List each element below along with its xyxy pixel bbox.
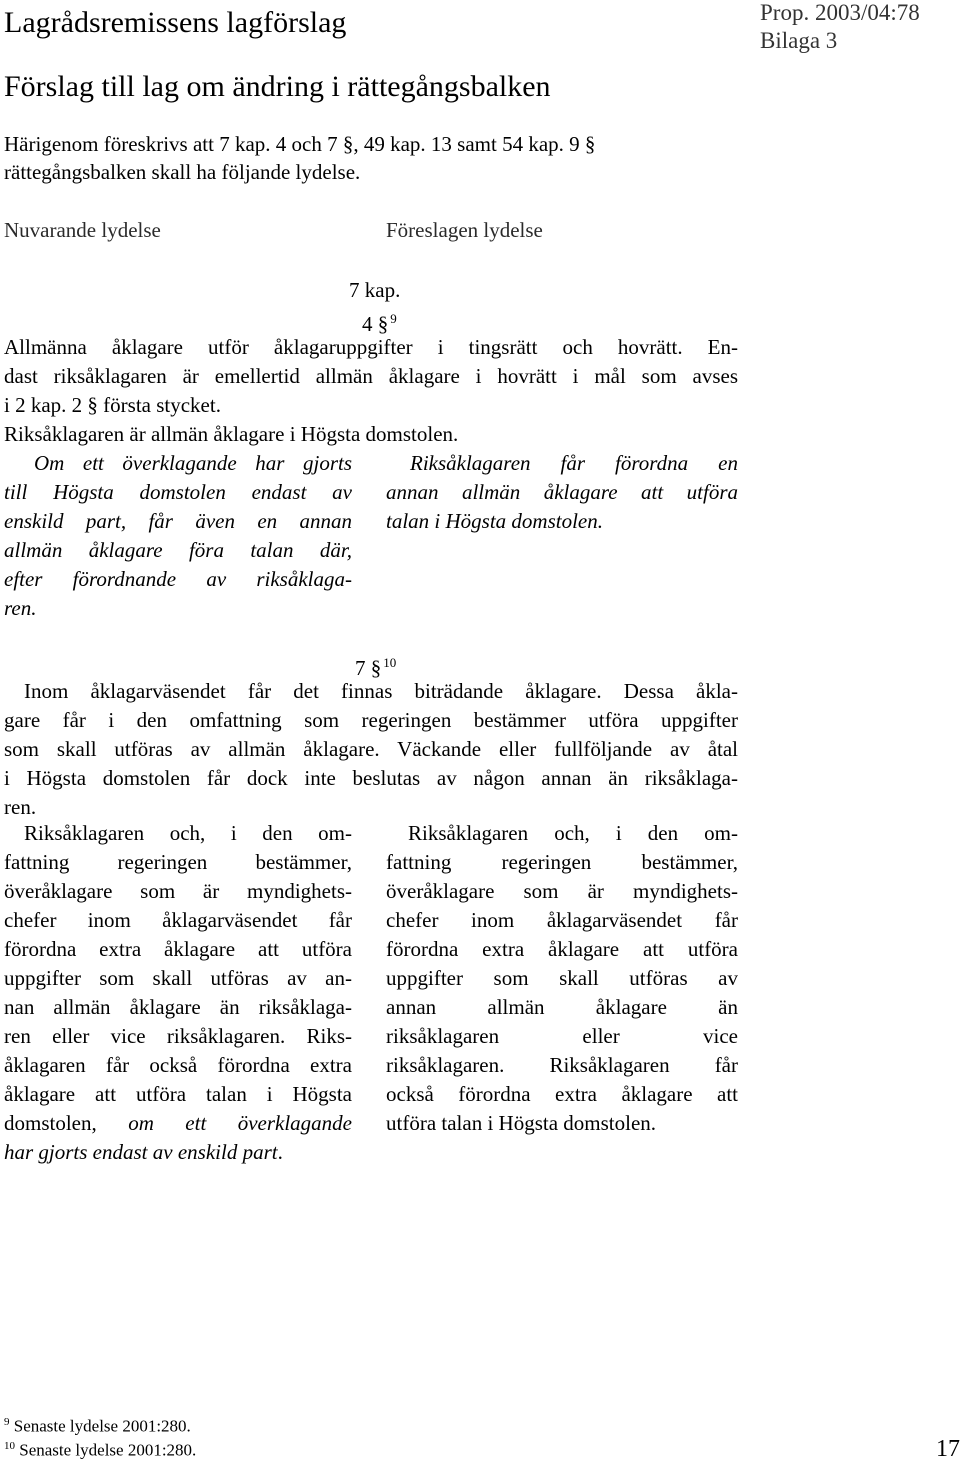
section-4-line: dast riksåklagaren är emellertid allmän åklagare i hovrätt i mål som avses xyxy=(4,364,738,388)
current-text-line: fattning regeringen bestämmer, xyxy=(4,850,352,874)
proposed-text-line: också förordna extra åklagare att xyxy=(386,1082,738,1106)
proposed-text-line: riksåklagaren. Riksåklagaren får xyxy=(386,1053,738,1077)
proposed-text-line: utföra talan i Högsta domstolen. xyxy=(386,1111,657,1135)
current-text-line: chefer inom åklagarväsendet får xyxy=(4,908,352,932)
proposed-text-line: överåklagare som är myndighets- xyxy=(386,879,738,903)
current-text-normal: domstolen, xyxy=(4,1111,129,1135)
section-7-line: i Högsta domstolen får dock inte beslutas av någon annan än riksåklaga- xyxy=(4,766,738,790)
proposed-text-line: fattning regeringen bestämmer, xyxy=(386,850,738,874)
footnote-text: Senaste lydelse 2001:280. xyxy=(13,1416,191,1436)
footnote-number: 9 xyxy=(4,1416,10,1428)
section-4-proposed-column xyxy=(386,449,738,536)
current-text-italic: om ett överklagande xyxy=(128,1111,352,1135)
current-text-line: åklagaren får också förordna extra xyxy=(4,1053,352,1077)
current-text-italic: har gjorts endast av enskild part xyxy=(4,1140,278,1164)
current-text-line: åklagare att utföra talan i Högsta xyxy=(4,1082,352,1106)
intro-line-1: Härigenom föreskrivs att 7 kap. 4 och 7 §, 49 kap. 13 samt 54 kap. 9 § xyxy=(4,132,596,156)
section-7-line: ren. xyxy=(4,795,37,819)
section-title: Lagrådsremissens lagförslag xyxy=(4,6,347,39)
section-4-line: i 2 kap. 2 § första stycket. xyxy=(4,393,221,417)
footnote-number: 10 xyxy=(4,1440,15,1452)
section-7-label: 7 § xyxy=(355,656,382,680)
proposed-text-line: chefer inom åklagarväsendet får xyxy=(386,908,738,932)
current-text-line: efter förordnande av riksåklaga- xyxy=(4,567,352,591)
current-text-line: allmän åklagare föra talan där, xyxy=(4,538,352,562)
page-number: 17 xyxy=(936,1436,960,1462)
current-text-line: till Högsta domstolen endast av xyxy=(4,480,352,504)
chapter-heading: 7 kap. xyxy=(349,278,401,302)
proposed-text-line: annan allmän åklagare att utföra xyxy=(386,480,738,504)
proposed-text-line: förordna extra åklagare att utföra xyxy=(386,937,738,961)
appendix-label: Bilaga 3 xyxy=(760,28,838,53)
proposed-text-line: annan allmän åklagare än xyxy=(386,995,738,1019)
footnote-ref-9: 9 xyxy=(390,311,397,326)
proposed-text-line: Riksåklagaren och, i den om- xyxy=(408,821,738,845)
section-4-line: Riksåklagaren är allmän åklagare i Högsta domstolen. xyxy=(4,422,459,446)
footnote-text: Senaste lydelse 2001:280. xyxy=(19,1440,197,1460)
current-text-period: . xyxy=(277,1140,283,1164)
proposed-text-line: uppgifter som skall utföras av xyxy=(386,966,738,990)
section-4-current-column xyxy=(4,449,352,623)
law-title: Förslag till lag om ändring i rättegångsbalken xyxy=(4,70,551,103)
current-text-line: enskild part, får även en annan xyxy=(4,509,352,533)
proposed-text-line: talan i Högsta domstolen. xyxy=(386,509,604,533)
section-7-common-text xyxy=(4,677,738,822)
current-text-line-mixed xyxy=(4,1109,352,1138)
intro-line-2: rättegångsbalken skall ha följande lydelse. xyxy=(4,160,361,184)
column-heading-proposed: Föreslagen lydelse xyxy=(386,218,543,242)
current-text-line: Riksåklagaren och, i den om- xyxy=(24,821,352,845)
current-text-line: nan allmän åklagare än riksåklaga- xyxy=(4,995,352,1019)
footnote-9 xyxy=(4,1416,191,1437)
current-text-line: Om ett överklagande har gjorts xyxy=(34,451,352,475)
column-heading-current: Nuvarande lydelse xyxy=(4,218,161,242)
current-text-line: förordna extra åklagare att utföra xyxy=(4,937,352,961)
current-text-line: ren eller vice riksåklagaren. Riks- xyxy=(4,1024,352,1048)
section-4-label: 4 § xyxy=(362,312,389,336)
section-7-line: gare får i den omfattning som regeringen bestämmer utföra uppgifter xyxy=(4,708,738,732)
proposed-text-line: riksåklagaren eller vice xyxy=(386,1024,738,1048)
proposed-text-line: Riksåklagaren får förordna en xyxy=(410,451,738,475)
footnote-10 xyxy=(4,1440,196,1461)
current-text-line: överåklagare som är myndighets- xyxy=(4,879,352,903)
section-4-line: Allmänna åklagare utför åklagaruppgifter i tingsrätt och hovrätt. En- xyxy=(4,335,738,359)
section-7-proposed-column xyxy=(386,819,738,1138)
current-text-line-mixed xyxy=(4,1138,352,1167)
proposition-reference: Prop. 2003/04:78 xyxy=(760,0,920,25)
current-text-line: ren. xyxy=(4,596,37,620)
current-text-line: uppgifter som skall utföras av an- xyxy=(4,966,352,990)
section-4-common-text xyxy=(4,333,738,449)
section-7-current-column xyxy=(4,819,352,1167)
section-7-line: Inom åklagarväsendet får det finnas biträdande åklagare. Dessa åkla- xyxy=(24,679,738,703)
footnote-ref-10: 10 xyxy=(383,655,397,670)
section-7-line: som skall utföras av allmän åklagare. Väckande eller fullföljande av åtal xyxy=(4,737,738,761)
